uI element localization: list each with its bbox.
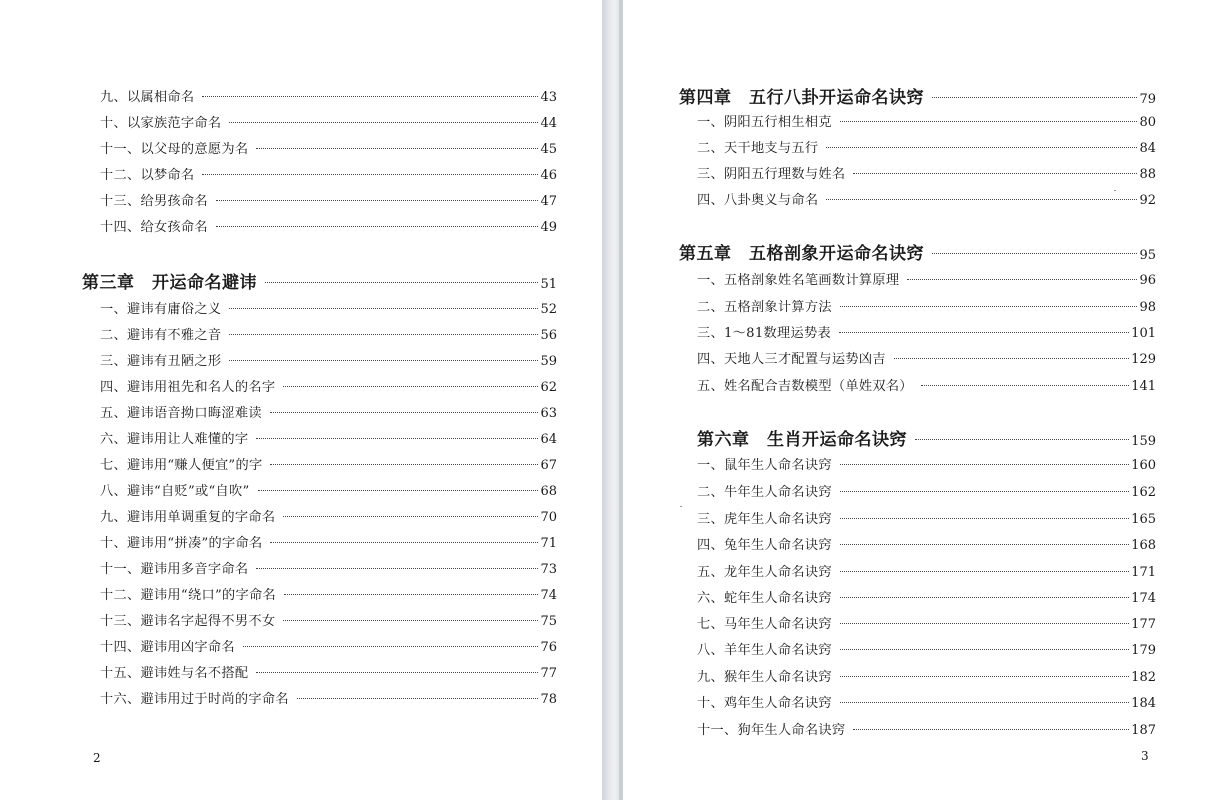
dot-leader	[840, 571, 1129, 572]
toc-entry	[697, 296, 1156, 318]
dot-leader	[283, 620, 538, 621]
page-reference: 141	[1131, 379, 1156, 394]
entry-title: 三、1～81数理运势表	[697, 326, 831, 341]
dot-leader	[839, 332, 1129, 333]
page-reference: 101	[1131, 326, 1156, 341]
dot-leader	[921, 385, 1129, 386]
toc-entry	[697, 137, 1156, 159]
page-reference: 160	[1131, 458, 1156, 473]
page-reference: 49	[540, 220, 557, 235]
entry-title: 一、鼠年生人命名诀窍	[697, 458, 832, 473]
toc-entry	[100, 86, 557, 108]
page-reference: 84	[1139, 141, 1156, 156]
dot-leader	[915, 439, 1129, 440]
left-page-number: 2	[93, 751, 101, 765]
page-reference: 174	[1131, 591, 1156, 606]
dot-leader	[840, 649, 1129, 650]
toc-entry	[100, 376, 557, 398]
page-reference: 62	[540, 380, 557, 395]
toc-entry	[697, 508, 1156, 530]
page-reference: 51	[540, 277, 557, 292]
dot-leader	[840, 676, 1129, 677]
dot-leader	[284, 594, 539, 595]
page-reference: 177	[1131, 617, 1156, 632]
dot-leader	[258, 490, 539, 491]
toc-entry	[697, 375, 1156, 397]
dot-leader	[229, 334, 538, 335]
page-reference: 68	[540, 484, 557, 499]
dot-leader	[270, 542, 538, 543]
dot-leader	[840, 518, 1129, 519]
toc-entry	[100, 324, 557, 346]
page-reference: 71	[540, 536, 557, 551]
entry-title: 三、阴阳五行理数与姓名	[697, 167, 846, 182]
entry-title: 十一、以父母的意愿为名	[100, 142, 249, 157]
dot-leader	[216, 226, 539, 227]
entry-title: 十一、避讳用多音字命名	[100, 562, 249, 577]
page-reference: 92	[1139, 193, 1156, 208]
dot-leader	[932, 253, 1137, 254]
toc-entry	[100, 506, 557, 528]
entry-title: 十一、狗年生人命名诀窍	[697, 723, 846, 738]
entry-title: 七、避讳用“赚人便宜”的字	[100, 458, 263, 473]
page-reference: 80	[1139, 115, 1156, 130]
toc-entry	[100, 216, 557, 238]
entry-title: 十二、避讳用“绕口”的字命名	[100, 588, 276, 603]
dot-leader	[840, 306, 1138, 307]
page-reference: 76	[540, 640, 557, 655]
entry-title: 六、避讳用让人难懂的字	[100, 432, 249, 447]
toc-entry	[100, 190, 557, 212]
entry-title: 十六、避讳用过于时尚的字命名	[100, 692, 289, 707]
dot-leader	[202, 96, 538, 97]
entry-title: 六、蛇年生人命名诀窍	[697, 591, 832, 606]
page-reference: 182	[1131, 670, 1156, 685]
scan-speck	[680, 506, 682, 507]
page-reference: 77	[540, 666, 557, 681]
toc-entry	[100, 298, 557, 320]
chapter-title: 第三章 开运命名避讳	[82, 273, 257, 293]
dot-leader	[256, 672, 538, 673]
dot-leader	[270, 464, 538, 465]
page-reference: 63	[540, 406, 557, 421]
toc-entry	[100, 112, 557, 134]
entry-title: 七、马年生人命名诀窍	[697, 617, 832, 632]
page-reference: 162	[1131, 485, 1156, 500]
entry-title: 五、龙年生人命名诀窍	[697, 565, 832, 580]
entry-title: 九、猴年生人命名诀窍	[697, 670, 832, 685]
entry-title: 十四、避讳用凶字命名	[100, 640, 235, 655]
entry-title: 二、五格剖象计算方法	[697, 300, 832, 315]
dot-leader	[840, 597, 1129, 598]
toc-entry	[100, 350, 557, 372]
entry-title: 十二、以梦命名	[100, 168, 195, 183]
page-reference: 98	[1139, 300, 1156, 315]
toc-entry	[100, 610, 557, 632]
toc-entry	[100, 402, 557, 424]
toc-entry	[697, 111, 1156, 133]
toc-entry	[697, 454, 1156, 476]
dot-leader	[216, 200, 539, 201]
dot-leader	[826, 199, 1137, 200]
entry-title: 十三、给男孩命名	[100, 194, 208, 209]
dot-leader	[256, 568, 538, 569]
toc-entry	[697, 269, 1156, 291]
dot-leader	[256, 148, 538, 149]
entry-title: 十四、给女孩命名	[100, 220, 208, 235]
dot-leader	[840, 121, 1138, 122]
entry-title: 五、姓名配合吉数模型（单姓双名）	[697, 379, 913, 394]
dot-leader	[907, 279, 1137, 280]
entry-title: 十三、避讳名字起得不男不女	[100, 614, 276, 629]
toc-chapter-heading	[82, 268, 557, 293]
dot-leader	[840, 702, 1129, 703]
toc-entry	[697, 189, 1156, 211]
dot-leader	[932, 97, 1137, 98]
entry-title: 五、避讳语音拗口晦涩难读	[100, 406, 262, 421]
dot-leader	[840, 491, 1129, 492]
toc-entry	[697, 666, 1156, 688]
page-reference: 129	[1131, 352, 1156, 367]
entry-title: 二、天干地支与五行	[697, 141, 819, 156]
toc-entry	[697, 639, 1156, 661]
page-reference: 74	[540, 588, 557, 603]
toc-entry	[697, 692, 1156, 714]
page-reference: 184	[1131, 696, 1156, 711]
toc-entry	[100, 138, 557, 160]
entry-title: 四、天地人三才配置与运势凶吉	[697, 352, 886, 367]
dot-leader	[297, 698, 539, 699]
toc-entry	[697, 322, 1156, 344]
dot-leader	[826, 147, 1137, 148]
toc-entry	[100, 532, 557, 554]
entry-title: 四、兔年生人命名诀窍	[697, 538, 832, 553]
entry-title: 一、避讳有庸俗之义	[100, 302, 222, 317]
toc-entry	[100, 454, 557, 476]
entry-title: 八、避讳“自贬”或“自吹”	[100, 484, 250, 499]
dot-leader	[283, 516, 538, 517]
chapter-title: 第五章 五格剖象开运命名诀窍	[679, 244, 924, 264]
chapter-title: 第六章 生肖开运命名诀窍	[697, 430, 907, 450]
dot-leader	[265, 282, 538, 283]
entry-title: 十、鸡年生人命名诀窍	[697, 696, 832, 711]
toc-entry	[100, 688, 557, 710]
page-reference: 52	[540, 302, 557, 317]
entry-title: 三、虎年生人命名诀窍	[697, 512, 832, 527]
entry-title: 三、避讳有丑陋之形	[100, 354, 222, 369]
toc-entry	[697, 534, 1156, 556]
page-reference: 56	[540, 328, 557, 343]
toc-entry	[100, 480, 557, 502]
scan-speck	[1114, 190, 1116, 191]
page-reference: 67	[540, 458, 557, 473]
toc-entry	[100, 558, 557, 580]
entry-title: 二、避讳有不雅之音	[100, 328, 222, 343]
entry-title: 一、五格剖象姓名笔画数计算原理	[697, 273, 900, 288]
entry-title: 二、牛年生人命名诀窍	[697, 485, 832, 500]
dot-leader	[256, 438, 538, 439]
dot-leader	[840, 623, 1129, 624]
entry-title: 一、阴阳五行相生相克	[697, 115, 832, 130]
dot-leader	[853, 173, 1137, 174]
dot-leader	[229, 360, 538, 361]
page-reference: 168	[1131, 538, 1156, 553]
toc-chapter-heading	[679, 83, 1156, 108]
entry-title: 十、避讳用“拼凑”的字命名	[100, 536, 263, 551]
entry-title: 十五、避讳姓与名不搭配	[100, 666, 249, 681]
dot-leader	[283, 386, 538, 387]
page-reference: 47	[540, 194, 557, 209]
page-reference: 64	[540, 432, 557, 447]
toc-entry	[100, 584, 557, 606]
page-reference: 95	[1139, 248, 1156, 263]
page-reference: 59	[540, 354, 557, 369]
entry-title: 十、以家族范字命名	[100, 116, 222, 131]
toc-chapter-heading	[697, 425, 1156, 450]
toc-entry	[697, 163, 1156, 185]
page-reference: 73	[540, 562, 557, 577]
dot-leader	[229, 122, 538, 123]
page-reference: 70	[540, 510, 557, 525]
toc-entry	[697, 719, 1156, 741]
page-reference: 179	[1131, 643, 1156, 658]
page-reference: 171	[1131, 565, 1156, 580]
page-reference: 165	[1131, 512, 1156, 527]
page-reference: 159	[1131, 434, 1156, 449]
toc-chapter-heading	[679, 239, 1156, 264]
dot-leader	[840, 464, 1129, 465]
entry-title: 九、避讳用单调重复的字命名	[100, 510, 276, 525]
entry-title: 八、羊年生人命名诀窍	[697, 643, 832, 658]
toc-entry	[697, 481, 1156, 503]
page-reference: 45	[540, 142, 557, 157]
dot-leader	[270, 412, 539, 413]
dot-leader	[853, 729, 1129, 730]
page-reference: 96	[1139, 273, 1156, 288]
page-reference: 78	[540, 692, 557, 707]
page-reference: 88	[1139, 167, 1156, 182]
toc-entry	[697, 561, 1156, 583]
chapter-title: 第四章 五行八卦开运命名诀窍	[679, 88, 924, 108]
dot-leader	[202, 174, 538, 175]
toc-entry	[100, 428, 557, 450]
page-reference: 46	[540, 168, 557, 183]
right-page-number: 3	[1141, 749, 1149, 763]
toc-entry	[100, 636, 557, 658]
entry-title: 四、避讳用祖先和名人的名字	[100, 380, 276, 395]
page-reference: 187	[1131, 723, 1156, 738]
toc-entry	[697, 587, 1156, 609]
toc-entry	[100, 164, 557, 186]
dot-leader	[243, 646, 539, 647]
page-reference: 43	[540, 90, 557, 105]
toc-entry	[100, 662, 557, 684]
dot-leader	[229, 308, 538, 309]
page-reference: 44	[540, 116, 557, 131]
toc-entry	[697, 613, 1156, 635]
dot-leader	[894, 358, 1129, 359]
entry-title: 四、八卦奥义与命名	[697, 193, 819, 208]
page-reference: 75	[540, 614, 557, 629]
toc-entry	[697, 348, 1156, 370]
dot-leader	[840, 544, 1129, 545]
entry-title: 九、以属相命名	[100, 90, 195, 105]
page-reference: 79	[1139, 92, 1156, 107]
